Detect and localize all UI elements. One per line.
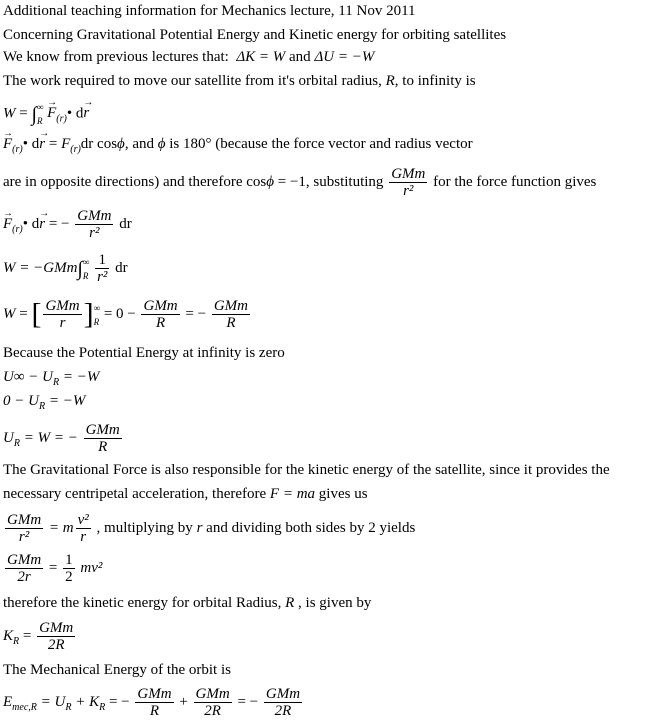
line-kinetic-radius: therefore the kinetic energy for orbital Radius, R , is given by xyxy=(3,595,372,611)
line-gravitational-force: The Gravitational Force is also responsible for the kinetic energy of the satellite, since it provides the xyxy=(3,462,610,478)
line-centripetal: necessary centripetal acceleration, therefore F = ma gives us xyxy=(3,486,368,502)
mechanical-energy-equation: $E_{mec,R} = U_R + K_R$ = − $\frac{\text{GMm}}{R}$ + $\frac{\text{GMm}}{2R}$ = − $\frac{\text{GMm}}{2R}$ xyxy=(3,686,301,719)
work-integral-substituted: W = −GMm∫ ∞ R $\frac{1}{\text{r²}}$ dr xyxy=(3,252,128,285)
work-evaluated-equation: W = [ $\frac{\text{GMm}}{r}$ ] ∞ R = 0 − $\frac{\text{GMm}}{R}$ = − $\frac{\text{GMm}}{R}$ xyxy=(3,297,248,331)
kinetic-half-equation: $\frac{\text{GMm}}{2r}$ = $\frac{1}{2}$ mv² xyxy=(7,552,103,585)
force-dot-equation: → $F_{(r)}•$ d→ r = − $\frac{\text{GMm}}{\text{r²}}$ dr xyxy=(3,208,132,241)
work-integral-equation: W = ∫ ∞ R → $F_{(r)}•$ d→ r xyxy=(3,100,89,128)
line-1: Additional teaching information for Mechanics lecture, 11 Nov 2011 xyxy=(3,3,416,19)
dot-product-line: → $F_{(r)}•$ $d\to r = F_{(r)}dr$ cosϕ, and ϕ is 180° (because the force vector and radius vector xyxy=(3,135,473,159)
potential-zero-equation: $0 - U_R = -W$ xyxy=(3,393,86,412)
line-3: We know from previous lectures that: ΔK = W and ΔU = −W xyxy=(3,49,375,65)
line-potential-zero: Because the Potential Energy at infinity is zero xyxy=(3,345,285,361)
line-2: Concerning Gravitational Potential Energy and Kinetic energy for orbiting satellites xyxy=(3,27,507,43)
line-mechanical-energy: The Mechanical Energy of the orbit is xyxy=(3,662,231,678)
centripetal-equation: $\frac{\text{GMm}}{\text{r²}}$ = m $\frac{\text{v²}}{r}$ , multiplying by r and dividing both sides by 2 yields xyxy=(7,512,416,545)
potential-diff-equation: $U\infty - U_R = -W$ xyxy=(3,369,100,388)
line-4: The work required to move our satellite from it's orbital radius, R, to infinity is xyxy=(3,73,476,89)
potential-result-equation: $U_R = W$ = − $\frac{\text{GMm}}{R}$ xyxy=(3,422,120,455)
substitution-line: are in opposite directions) and therefore cosϕ = −1, substituting $\frac{\text{GMm}}{\text{r²}}$ for the force function gives xyxy=(3,166,597,199)
kinetic-result-equation: $K_R$ = $\frac{\text{GMm}}{2R}$ xyxy=(3,620,74,653)
